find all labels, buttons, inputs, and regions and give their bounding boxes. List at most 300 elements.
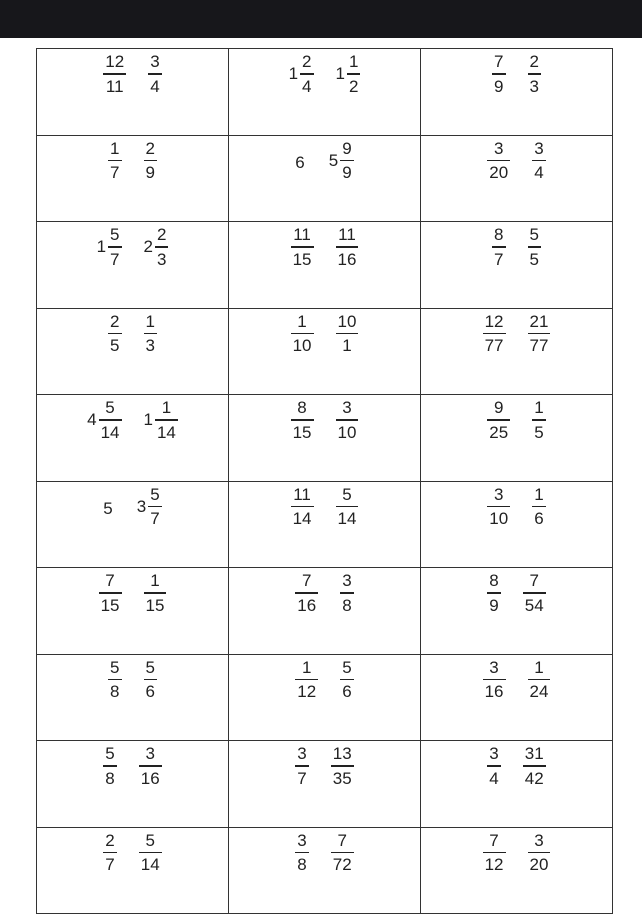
number <box>487 570 500 616</box>
fraction-pair <box>37 49 228 97</box>
numerator: 2 <box>156 225 167 244</box>
denominator: 6 <box>534 509 544 528</box>
denominator: 12 <box>484 855 504 874</box>
fraction-bar <box>139 765 162 767</box>
numerator: 1 <box>150 571 160 590</box>
numerator: 3 <box>150 52 160 71</box>
numerator: 11 <box>338 225 356 244</box>
denominator: 54 <box>524 595 544 615</box>
fraction <box>347 51 360 97</box>
number <box>295 138 306 171</box>
fraction <box>487 484 510 530</box>
fraction <box>103 830 116 876</box>
fraction <box>336 397 359 443</box>
fraction-bar <box>528 73 541 75</box>
fraction <box>483 830 506 876</box>
numerator: 5 <box>105 398 115 417</box>
fraction <box>103 743 116 789</box>
numerator: 3 <box>297 744 307 763</box>
fraction-bar <box>487 592 500 594</box>
fraction <box>108 311 121 357</box>
table-cell <box>421 308 613 395</box>
fraction-bar <box>331 852 354 854</box>
number <box>528 224 541 270</box>
table-cell <box>229 308 421 395</box>
fraction <box>487 138 510 184</box>
denominator: 15 <box>145 595 165 615</box>
fraction-bar <box>144 679 157 681</box>
denominator: 9 <box>494 76 504 96</box>
fraction-bar <box>103 73 126 75</box>
fraction-bar <box>291 246 314 248</box>
fraction-bar <box>291 333 314 335</box>
fraction <box>340 570 353 616</box>
whole-number: 1 <box>96 237 107 257</box>
numerator: 3 <box>494 138 504 158</box>
fraction-bar <box>487 765 500 767</box>
whole-number: 3 <box>136 496 147 516</box>
fraction <box>295 657 318 703</box>
denominator: 8 <box>342 595 352 615</box>
fraction-bar <box>340 679 353 681</box>
fraction-pair <box>229 49 420 97</box>
table-row <box>37 741 613 828</box>
number <box>492 224 505 270</box>
fraction-bar <box>532 506 545 508</box>
table-cell <box>421 222 613 309</box>
denominator: 77 <box>484 336 504 355</box>
denominator: 10 <box>489 509 509 528</box>
fraction-bar <box>99 419 122 421</box>
fraction <box>144 311 157 357</box>
fraction-pair <box>37 222 228 270</box>
numerator: 2 <box>302 52 312 71</box>
fraction-bar <box>336 333 359 335</box>
top-bar <box>0 0 642 38</box>
number <box>289 51 314 97</box>
number <box>144 138 157 184</box>
denominator: 14 <box>100 422 120 442</box>
number <box>144 311 157 357</box>
whole-number: 1 <box>143 410 153 430</box>
denominator: 12 <box>297 682 317 701</box>
number <box>483 830 506 876</box>
fraction <box>528 657 551 703</box>
number <box>144 657 157 703</box>
fraction <box>340 657 353 703</box>
number <box>331 743 354 789</box>
number <box>532 138 545 184</box>
fraction-bar <box>492 246 505 248</box>
fraction <box>487 397 510 443</box>
denominator: 16 <box>337 249 357 269</box>
fraction <box>148 51 161 97</box>
denominator: 20 <box>489 163 509 182</box>
numerator: 5 <box>150 484 160 504</box>
number <box>331 830 354 876</box>
numerator: 12 <box>105 52 125 71</box>
numerator: 3 <box>534 138 544 158</box>
number <box>108 311 121 357</box>
fraction-pair <box>421 136 612 184</box>
fraction-pair <box>229 482 420 530</box>
number <box>103 51 126 97</box>
denominator: 5 <box>529 249 539 269</box>
fraction-bar <box>103 852 116 854</box>
number <box>291 484 314 530</box>
fraction-pair <box>37 741 228 789</box>
denominator: 24 <box>529 682 549 701</box>
fraction <box>532 138 545 184</box>
fraction-pair <box>37 136 228 184</box>
table-cell <box>37 395 229 482</box>
table-row <box>37 308 613 395</box>
fraction-pair <box>229 655 420 703</box>
numerator: 13 <box>332 744 352 763</box>
table-cell <box>229 222 421 309</box>
denominator: 14 <box>292 509 312 528</box>
fraction-bar <box>532 160 545 162</box>
fraction-bar <box>99 592 122 594</box>
fraction-pair <box>37 395 228 443</box>
denominator: 3 <box>145 336 155 355</box>
denominator: 77 <box>529 336 549 355</box>
number <box>532 397 545 443</box>
numerator: 3 <box>342 571 352 590</box>
number <box>532 484 545 530</box>
table-cell <box>421 481 613 568</box>
fraction-bar <box>523 592 546 594</box>
fraction-pair <box>37 828 228 876</box>
number <box>528 311 551 357</box>
fraction-bar <box>492 73 505 75</box>
fraction-bar <box>148 73 161 75</box>
numerator: 1 <box>534 657 544 677</box>
number <box>87 397 121 443</box>
fraction-pair <box>229 395 420 443</box>
fraction-bar <box>336 506 359 508</box>
fraction <box>331 830 354 876</box>
numerator: 2 <box>110 311 120 331</box>
whole-number: 6 <box>295 152 305 172</box>
numerator: 7 <box>302 571 312 590</box>
whole-number: 1 <box>288 64 299 84</box>
denominator: 6 <box>342 682 352 701</box>
denominator: 7 <box>150 509 160 528</box>
fraction-bar <box>483 333 506 335</box>
table-row <box>37 827 613 914</box>
numerator: 8 <box>494 225 504 244</box>
table-cell <box>37 741 229 828</box>
number <box>139 830 162 876</box>
fraction <box>155 397 178 443</box>
number <box>336 397 359 443</box>
table-cell <box>37 654 229 741</box>
numerator: 10 <box>337 311 357 331</box>
numerator: 7 <box>337 830 347 850</box>
denominator: 16 <box>297 595 317 615</box>
fraction <box>144 138 157 184</box>
table-cell <box>229 827 421 914</box>
fraction <box>523 743 546 789</box>
fraction <box>291 484 314 530</box>
numerator: 2 <box>105 830 115 850</box>
fraction-pair <box>421 828 612 876</box>
number <box>487 138 510 184</box>
fraction-pair <box>421 309 612 357</box>
fraction-pair <box>37 482 228 530</box>
numerator: 3 <box>534 830 544 850</box>
denominator: 7 <box>110 249 120 269</box>
fraction-bar <box>139 852 162 854</box>
table-cell <box>229 49 421 136</box>
fraction <box>492 224 505 270</box>
fraction-bar <box>487 506 510 508</box>
numerator: 5 <box>342 657 352 677</box>
denominator: 8 <box>105 768 115 788</box>
number <box>336 51 361 97</box>
denominator: 35 <box>332 768 352 788</box>
fraction <box>148 484 161 530</box>
fraction <box>492 51 505 97</box>
fraction-bar <box>300 73 313 75</box>
fraction-pair <box>229 568 420 616</box>
fraction <box>295 743 308 789</box>
fraction-bar <box>487 419 510 421</box>
fraction-bar <box>148 506 161 508</box>
numerator: 7 <box>529 571 539 590</box>
table-cell <box>229 481 421 568</box>
denominator: 15 <box>100 595 120 615</box>
fraction-bar <box>144 160 157 162</box>
fraction <box>300 51 313 97</box>
fraction-bar <box>295 852 308 854</box>
fraction-bar <box>291 419 314 421</box>
numerator: 12 <box>484 311 504 331</box>
table-cell <box>421 49 613 136</box>
number <box>103 743 116 789</box>
denominator: 6 <box>145 682 155 701</box>
fraction-bar <box>295 765 308 767</box>
number <box>528 657 551 703</box>
whole-number: 4 <box>87 410 97 430</box>
numerator: 3 <box>494 484 504 504</box>
table-cell <box>37 827 229 914</box>
fraction-pair <box>421 568 612 616</box>
whole-number: 5 <box>103 498 113 518</box>
whole-number: 2 <box>143 237 153 257</box>
whole-number: 5 <box>328 150 339 170</box>
fraction-pair <box>421 741 612 789</box>
numerator: 5 <box>105 744 115 763</box>
numerator: 3 <box>489 744 499 763</box>
table-row <box>37 222 613 309</box>
number <box>295 830 308 876</box>
number <box>295 570 318 616</box>
fraction <box>139 743 162 789</box>
numerator: 3 <box>297 830 307 850</box>
number <box>523 570 546 616</box>
fraction <box>155 224 168 270</box>
table-cell <box>421 395 613 482</box>
table-cell <box>37 222 229 309</box>
fraction-bar <box>528 333 551 335</box>
denominator: 4 <box>150 76 160 96</box>
number <box>528 51 541 97</box>
table-row <box>37 568 613 655</box>
fraction-pair <box>421 222 612 270</box>
fraction-bar <box>532 419 545 421</box>
number <box>108 138 121 184</box>
numerator: 5 <box>110 225 120 244</box>
numerator: 5 <box>110 657 120 677</box>
fraction <box>291 224 314 270</box>
number <box>295 743 308 789</box>
numerator: 1 <box>297 311 307 331</box>
table-row <box>37 481 613 568</box>
denominator: 9 <box>489 595 499 615</box>
number <box>144 224 169 270</box>
numerator: 31 <box>524 744 544 763</box>
numerator: 2 <box>529 52 539 71</box>
denominator: 3 <box>529 76 539 96</box>
table-cell <box>37 308 229 395</box>
fraction-bar <box>291 506 314 508</box>
table-cell <box>229 395 421 482</box>
number <box>108 657 121 703</box>
fraction-bar <box>336 246 359 248</box>
fraction <box>528 830 551 876</box>
denominator: 9 <box>342 163 352 182</box>
denominator: 14 <box>156 422 176 442</box>
denominator: 20 <box>529 855 549 874</box>
numerator: 7 <box>105 571 115 590</box>
number <box>139 743 162 789</box>
table-cell <box>421 568 613 655</box>
number <box>148 51 161 97</box>
fraction <box>108 224 121 270</box>
fraction-bar <box>144 333 157 335</box>
fraction <box>295 570 318 616</box>
number <box>291 311 314 357</box>
number <box>291 397 314 443</box>
table-cell <box>229 741 421 828</box>
table-row <box>37 395 613 482</box>
number <box>483 311 506 357</box>
fraction-pair <box>37 655 228 703</box>
numerator: 8 <box>297 398 307 417</box>
fraction <box>99 570 122 616</box>
fraction-bar <box>487 160 510 162</box>
fraction <box>487 570 500 616</box>
number <box>291 224 314 270</box>
numerator: 2 <box>145 138 155 158</box>
fraction <box>483 657 506 703</box>
table-cell <box>421 827 613 914</box>
denominator: 7 <box>297 768 307 788</box>
number <box>99 570 122 616</box>
fraction-pair <box>229 222 420 270</box>
numerator: 5 <box>145 830 155 850</box>
fraction-bar <box>340 592 353 594</box>
numerator: 5 <box>342 484 352 504</box>
number <box>137 484 162 530</box>
numerator: 11 <box>293 484 311 504</box>
fraction-pair <box>421 395 612 443</box>
fraction-bar <box>108 160 121 162</box>
fraction <box>291 397 314 443</box>
fraction <box>336 484 359 530</box>
number <box>487 397 510 443</box>
fraction <box>336 311 359 357</box>
number <box>144 397 178 443</box>
numerator: 3 <box>342 398 352 417</box>
numerator: 7 <box>494 52 504 71</box>
numerator: 11 <box>293 225 311 244</box>
denominator: 25 <box>489 422 509 442</box>
fraction-bar <box>523 765 546 767</box>
number <box>487 743 500 789</box>
fraction-bar <box>155 419 178 421</box>
number <box>336 484 359 530</box>
table-cell <box>421 135 613 222</box>
fraction-bar <box>340 160 353 162</box>
denominator: 3 <box>156 249 167 269</box>
fraction <box>523 570 546 616</box>
fraction <box>528 311 551 357</box>
fraction-bar <box>155 246 168 248</box>
fraction <box>295 830 308 876</box>
table-cell <box>229 568 421 655</box>
fraction-bar <box>144 592 167 594</box>
numerator: 5 <box>529 225 539 244</box>
fraction <box>528 224 541 270</box>
denominator: 9 <box>145 163 155 182</box>
fraction <box>108 138 121 184</box>
fraction <box>144 570 167 616</box>
fraction-pair <box>421 49 612 97</box>
number <box>483 657 506 703</box>
fraction-bar <box>108 679 121 681</box>
numerator: 1 <box>302 657 312 677</box>
fraction <box>291 311 314 357</box>
whole-number: 1 <box>335 64 345 84</box>
denominator: 1 <box>342 336 352 355</box>
denominator: 14 <box>140 855 160 874</box>
denominator: 8 <box>110 682 120 701</box>
fraction-bar <box>528 852 551 854</box>
number <box>492 51 505 97</box>
table-cell <box>37 568 229 655</box>
number <box>340 657 353 703</box>
table-cell <box>229 654 421 741</box>
fraction-bar <box>528 679 551 681</box>
fraction <box>331 743 354 789</box>
number <box>97 224 122 270</box>
denominator: 10 <box>292 336 312 355</box>
denominator: 14 <box>337 509 357 528</box>
fraction-pair <box>229 309 420 357</box>
fraction-pair <box>37 568 228 616</box>
numerator: 1 <box>534 398 544 417</box>
fraction-pair <box>421 482 612 530</box>
fraction <box>144 657 157 703</box>
numerator: 21 <box>529 311 549 331</box>
fraction-bar <box>347 73 360 75</box>
denominator: 16 <box>140 768 160 788</box>
table-cell <box>37 49 229 136</box>
denominator: 42 <box>524 768 544 788</box>
